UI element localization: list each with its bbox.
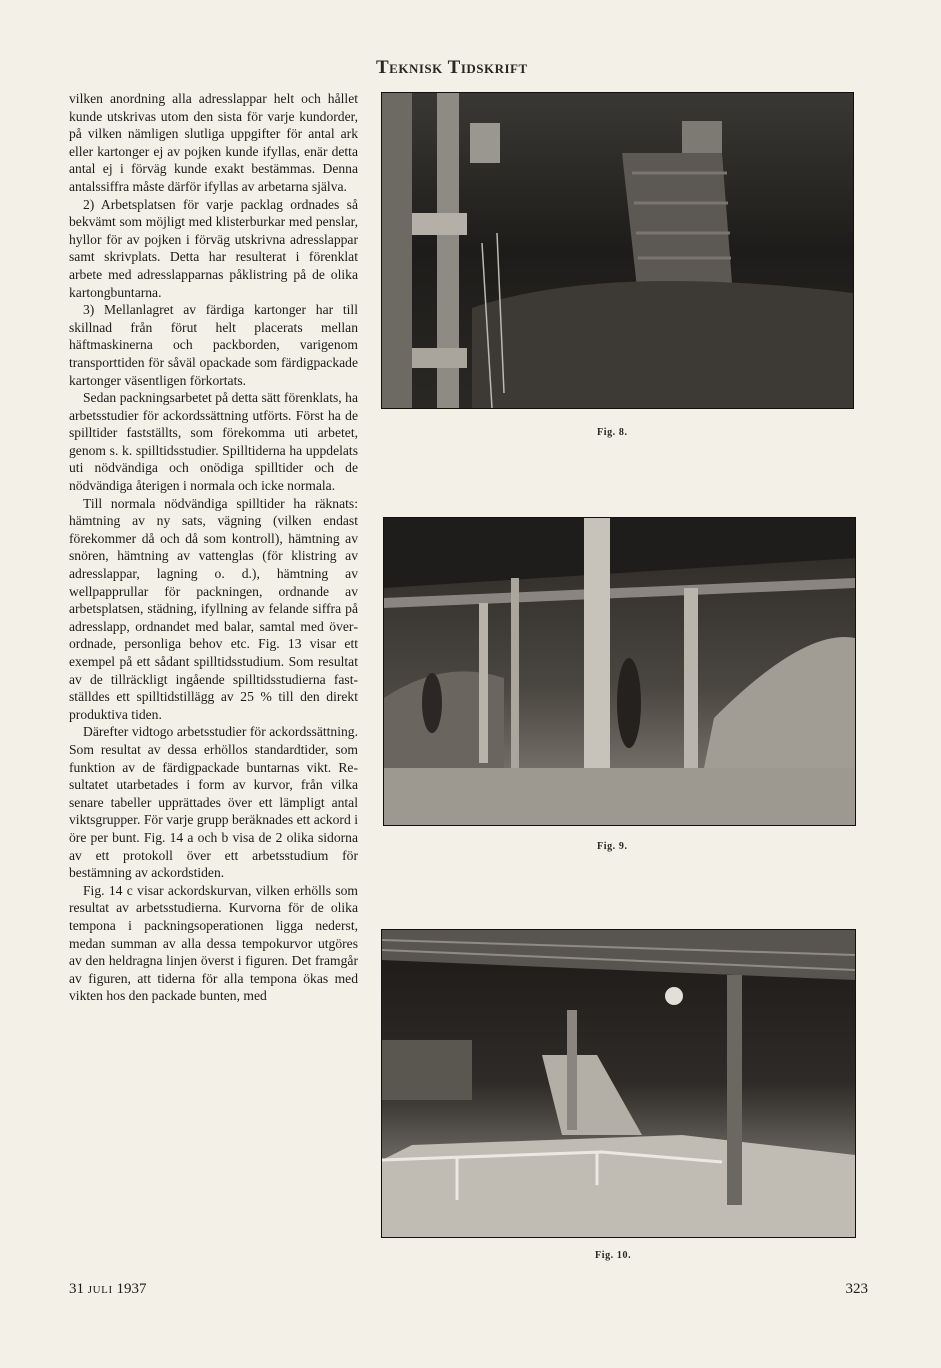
paragraph: Sedan packningsarbetet på detta sätt förenklats, ha arbetsstudier för ackordssättning utförts. Först ha de spilltider fastställts, som förekomma uti arbetet, genom s. k. spilltidsstudier. Spilltiderna ha uppdelats uti nödvändiga och onödiga spilltider och de nödvändiga återigen i normala och icke normala. xyxy=(69,390,358,494)
journal-title: Teknisk Tidskrift xyxy=(376,57,528,78)
figure-10-caption: Fig. 10. xyxy=(595,1250,632,1261)
paragraph: 2) Arbetsplatsen för varje packlag ordnades så bekvämt som möjligt med klisterburkar med penslar, hyllor för av pojken i förväg utskrivna adresslappar samt skrivplats. Detta har resulterat i förenklat arbete med adresslapparnas påklistring på de olika kartongbuntarna. xyxy=(69,196,358,300)
footer-year: 1937 xyxy=(116,1281,147,1297)
figure-8-photo xyxy=(382,93,853,408)
figure-9-photo xyxy=(384,518,855,825)
figure-9-caption: Fig. 9. xyxy=(597,841,628,852)
footer-day: 31 xyxy=(69,1281,84,1297)
page-number: 323 xyxy=(845,1281,868,1297)
figure-8-caption: Fig. 8. xyxy=(597,427,628,438)
footer-month: JULI xyxy=(87,1284,113,1296)
paragraph: 3) Mellanlagret av färdiga kartonger har till skillnad från förut helt placerats mellan häftmaskinerna och packborden, varigenom transporttiden för såväl opackade som färdigpackade kartonger väsentligen förkortats. xyxy=(69,302,358,388)
figure-10-photo xyxy=(382,930,855,1237)
paragraph: Därefter vidtogo arbetsstudier för ackordssättning. Som resultat av dessa erhöllos standardtider, som funktion av de färdigpackade buntarnas vikt. Resultatet utarbetades i form av kurvor, från vilka senare tabeller upprättades över ett lämpligt antal viktsgrupper. För varje grupp beräknades ett ackord i öre per bunt. Fig. 14 a och b visa de 2 olika sidorna av ett protokoll över ett arbetsstudium för bestämning av ackordstiden. xyxy=(69,724,358,881)
paragraph: Fig. 14 c visar ackordskurvan, vilken erhölls som resultat av arbetsstudierna. Kurvorna för de olika tempona i packningsoperationen ligga nederst, medan summan av alla dessa tempokurvor utgöres av den heldragna linjen överst i figuren. Det framgår av figuren, att tiderna för alla tempona ökas med vikten hos den packade bunten, med xyxy=(69,882,358,1004)
paragraph: vilken anordning alla adresslappar helt och hållet kunde utskrivas utom den sista för varje kundorder, på vilken nämligen slutliga uppgifter för antal ark eller kartonger ej av pojken kunde ifyllas, enär detta antal ej i förväg kunde exakt bestämmas. Denna antalssiffra måste därför ifyllas av arbetarna själva. xyxy=(69,91,358,194)
paragraph: Till normala nödvändiga spilltider ha räknats: hämtning av ny sats, vägning (vilken endast förekommer då och då som kontroll), hämtning av snören, hämtning av vattenglas (för klistring av adresslappar, lagning o. d.), hämtning av wellpapprullar för packningen, ordnande av arbetsplatsen, städning, ifyllning av felande siffra på adresslapp, ordnandet med balar, samtal med överordnade, personliga behov etc. Fig. 13 visar ett exempel på ett sådant spilltidsstudium. Som resultat av de tillräckligt ingående spilltidsstudierna fastställdes ett spilltidstillägg av 25 % till den direkt produktiva tiden. xyxy=(69,495,358,722)
body-text-column xyxy=(69,90,358,1005)
footer-date xyxy=(69,1281,229,1301)
